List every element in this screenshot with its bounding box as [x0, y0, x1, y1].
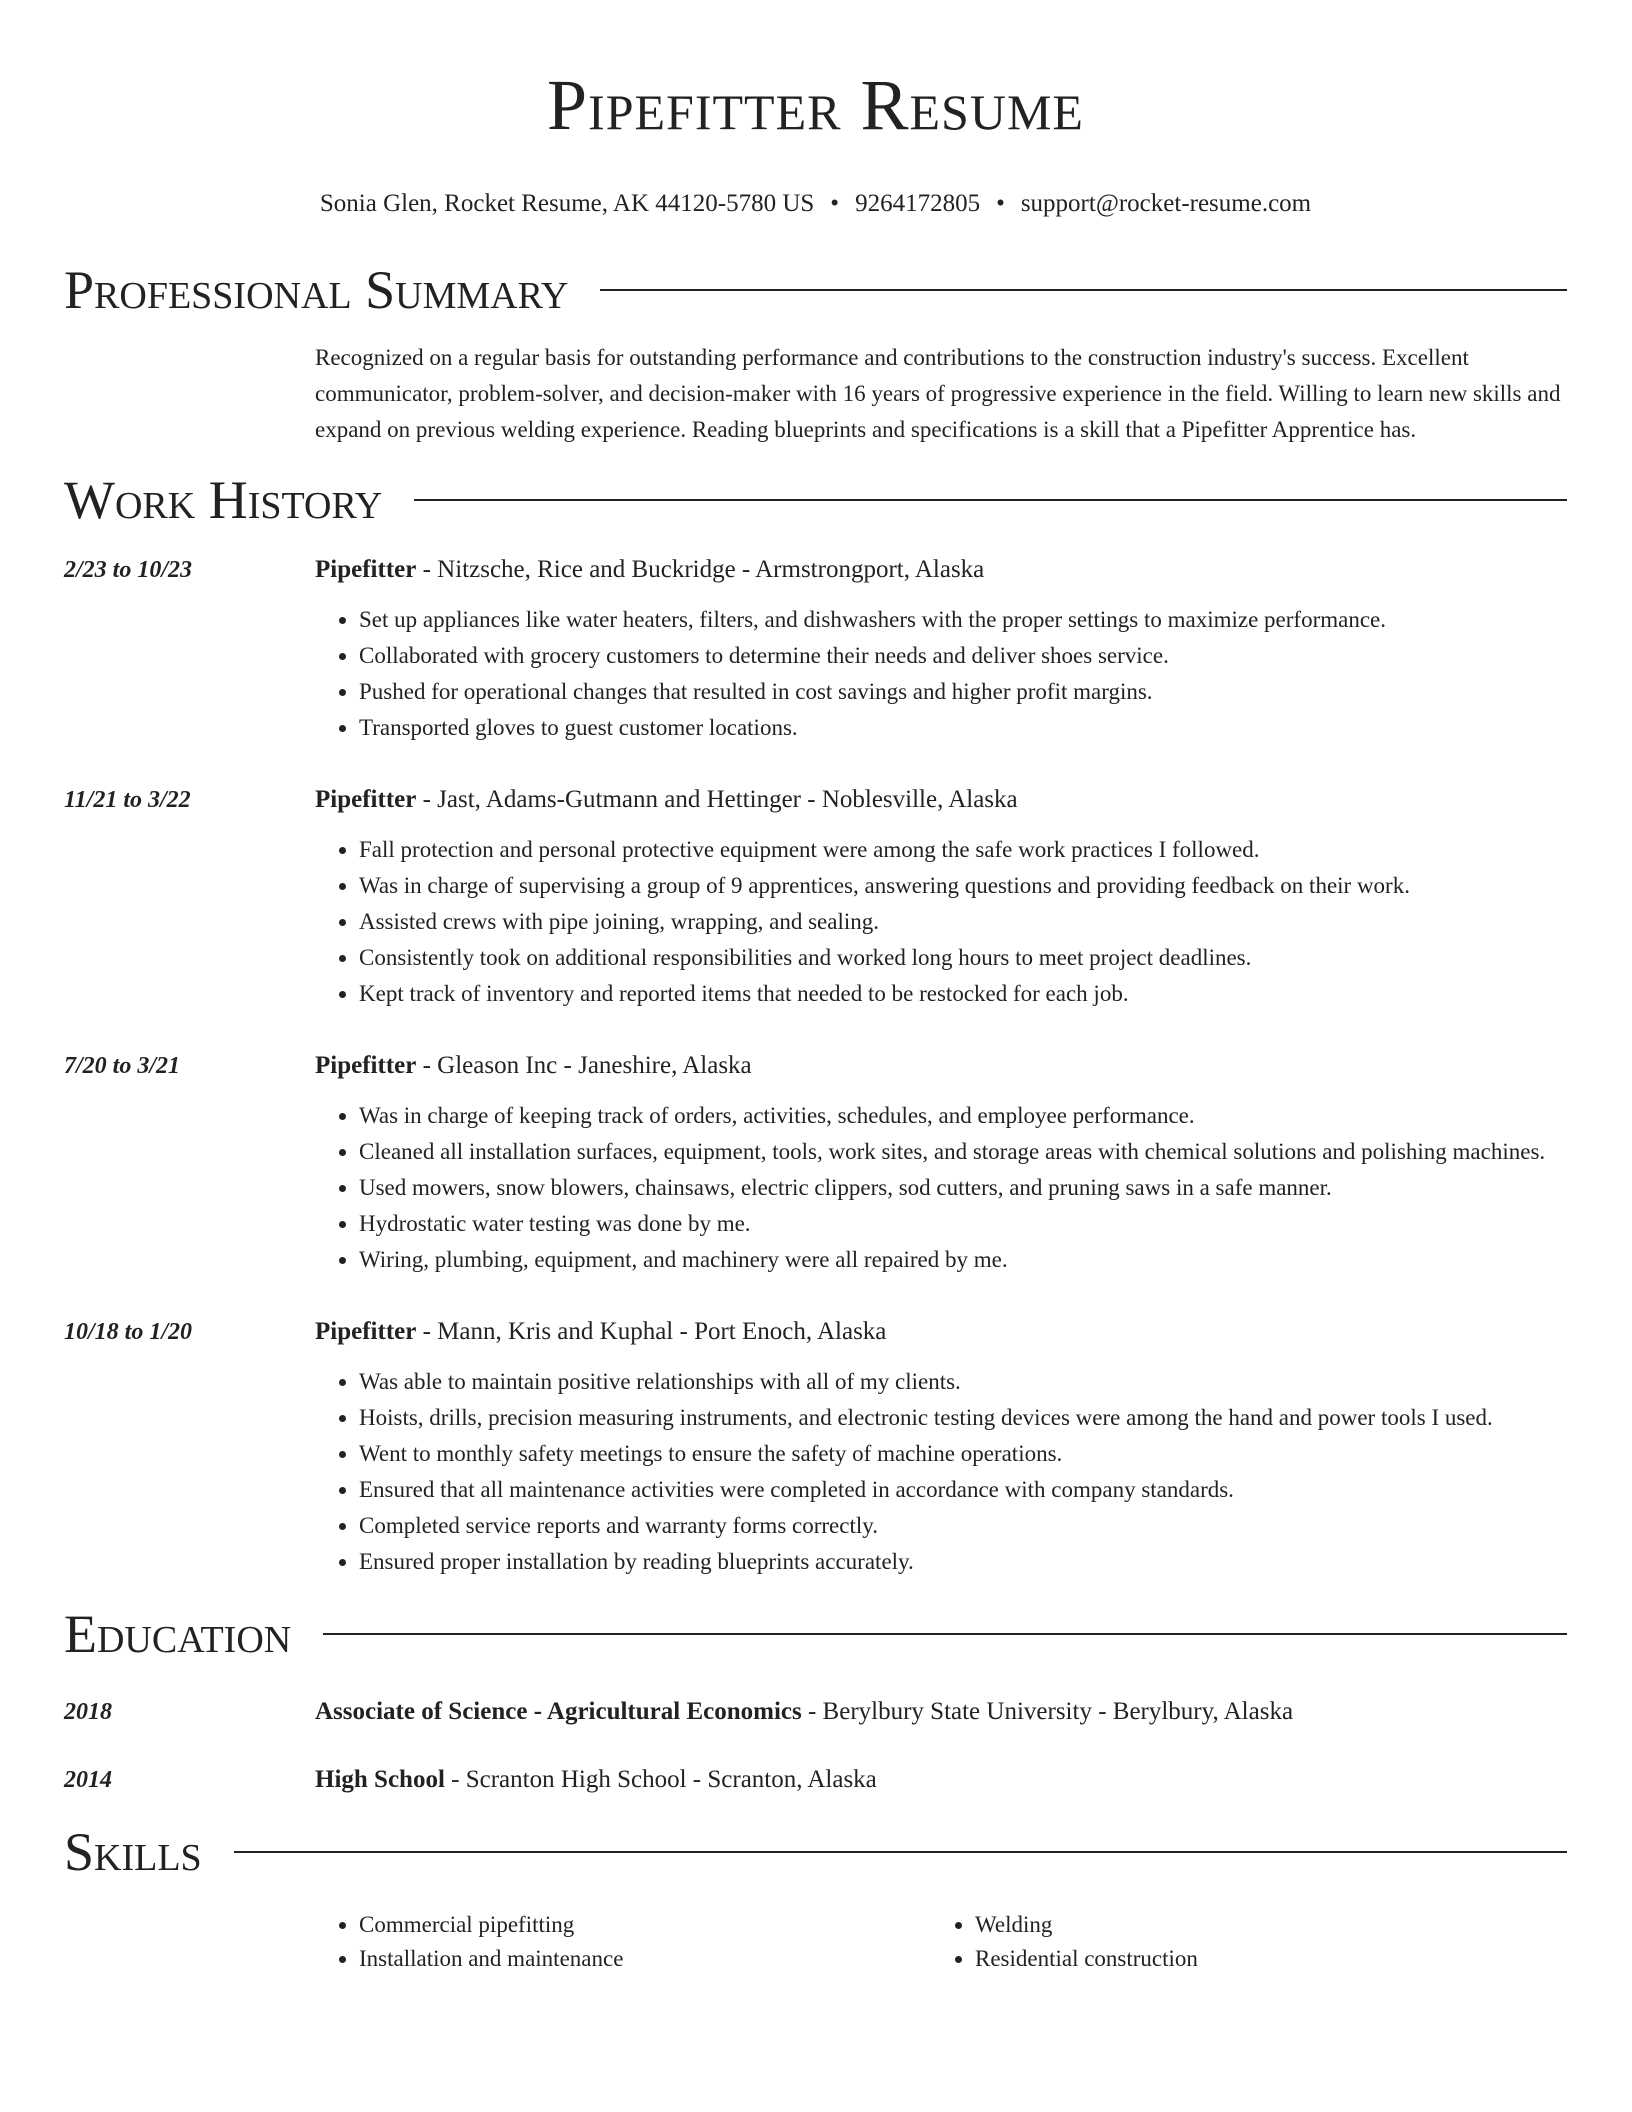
job-bullet: • Completed service reports and warranty forms correctly. — [359, 1508, 1567, 1544]
summary-heading: Professional Summary — [64, 260, 569, 320]
section-divider — [600, 289, 1567, 291]
skill-item: • Commercial pipefitting — [359, 1908, 931, 1942]
job-header — [315, 782, 1567, 818]
education-details: - Scranton High School - Scranton, Alaska — [444, 1766, 877, 1793]
education-details: - Berylbury State University - Berylbury, Alaska — [801, 1698, 1294, 1725]
job-date: 11/21 to 3/22 — [64, 787, 191, 813]
skills-column-left — [315, 1908, 931, 1976]
education-date: 2018 — [64, 1699, 112, 1725]
skill-item: • Welding — [975, 1908, 1547, 1942]
section-heading-education — [64, 1602, 1567, 1666]
job-bullet: • Ensured proper installation by reading blueprints accurately. — [359, 1544, 1567, 1580]
contact-separator: • — [996, 190, 1005, 217]
education-header — [315, 1762, 1567, 1798]
job-bullet: • Ensured that all maintenance activities were completed in accordance with company standards. — [359, 1472, 1567, 1508]
job-details: - Nitzsche, Rice and Buckridge - Armstrongport, Alaska — [416, 556, 985, 583]
job-bullet: • Used mowers, snow blowers, chainsaws, electric clippers, sod cutters, and pruning saws in a safe manner. — [359, 1170, 1567, 1206]
section-heading-work — [64, 468, 1567, 532]
education-degree: High School — [315, 1766, 445, 1793]
job-entry — [64, 782, 1567, 1012]
section-divider — [323, 1633, 1567, 1635]
skills-column-right — [931, 1908, 1547, 1976]
education-list — [64, 1694, 1567, 1798]
education-entry — [64, 1762, 1567, 1798]
education-header — [315, 1694, 1567, 1730]
job-bullet: • Kept track of inventory and reported items that needed to be restocked for each job. — [359, 976, 1567, 1012]
contact-line — [64, 188, 1567, 220]
job-bullet: • Wiring, plumbing, equipment, and machinery were all repaired by me. — [359, 1242, 1567, 1278]
job-bullet: • Fall protection and personal protective equipment were among the safe work practices I followed. — [359, 832, 1567, 868]
job-details: - Mann, Kris and Kuphal - Port Enoch, Alaska — [416, 1318, 887, 1345]
skills-list — [315, 1908, 1567, 1976]
section-heading-skills — [64, 1820, 1567, 1884]
job-bullet: • Went to monthly safety meetings to ensure the safety of machine operations. — [359, 1436, 1567, 1472]
job-bullet: • Was in charge of supervising a group of 9 apprentices, answering questions and providing feedback on their work. — [359, 868, 1567, 904]
job-bullets — [315, 1098, 1567, 1278]
section-divider — [414, 499, 1567, 501]
job-bullet: • Hydrostatic water testing was done by me. — [359, 1206, 1567, 1242]
job-date: 2/23 to 10/23 — [64, 557, 193, 583]
job-bullet: • Pushed for operational changes that resulted in cost savings and higher profit margins. — [359, 674, 1567, 710]
job-entry — [64, 1048, 1567, 1278]
job-bullets — [315, 832, 1567, 1012]
job-bullets — [315, 1364, 1567, 1580]
job-title: Pipefitter — [315, 1052, 417, 1079]
job-header — [315, 552, 1567, 588]
section-heading-summary — [64, 258, 1567, 322]
job-bullet: • Was able to maintain positive relationships with all of my clients. — [359, 1364, 1567, 1400]
job-title: Pipefitter — [315, 556, 417, 583]
resume-title: Pipefitter Resume — [547, 65, 1084, 145]
job-bullet: • Hoists, drills, precision measuring instruments, and electronic testing devices were among the hand and power tools I used. — [359, 1400, 1567, 1436]
job-bullets — [315, 602, 1567, 746]
resume-page — [64, 0, 1567, 1976]
job-entry — [64, 552, 1567, 746]
job-title: Pipefitter — [315, 786, 417, 813]
job-details: - Jast, Adams-Gutmann and Hettinger - Noblesville, Alaska — [416, 786, 1018, 813]
contact-email: support@rocket-resume.com — [1020, 190, 1312, 217]
education-date: 2014 — [64, 1767, 112, 1793]
skill-item: • Installation and maintenance — [359, 1942, 931, 1976]
skills-heading: Skills — [64, 1822, 202, 1882]
section-divider — [234, 1851, 1567, 1853]
job-bullet: • Set up appliances like water heaters, filters, and dishwashers with the proper settings to maximize performance. — [359, 602, 1567, 638]
work-history-list — [64, 552, 1567, 1580]
job-bullet: • Assisted crews with pipe joining, wrapping, and sealing. — [359, 904, 1567, 940]
education-entry — [64, 1694, 1567, 1730]
job-bullet: • Transported gloves to guest customer locations. — [359, 710, 1567, 746]
job-date: 7/20 to 3/21 — [64, 1053, 181, 1079]
education-degree: Associate of Science - Agricultural Economics — [315, 1698, 802, 1725]
job-entry — [64, 1314, 1567, 1580]
work-heading: Work History — [64, 470, 383, 530]
job-title: Pipefitter — [315, 1318, 417, 1345]
job-header — [315, 1314, 1567, 1350]
contact-separator: • — [830, 190, 840, 217]
job-bullet: • Was in charge of keeping track of orders, activities, schedules, and employee performance. — [359, 1098, 1567, 1134]
job-bullet: • Consistently took on additional responsibilities and worked long hours to meet project deadlines. — [359, 940, 1567, 976]
summary-text: Recognized on a regular basis for outstanding performance and contributions to the construction industry's success. Excellent communicator, problem-solver, and decision-maker with 16 years of progressive experience in the field. Willing to learn new skills and expand on previous welding experience. Reading blueprints and specifications is a skill that a Pipefitter Apprentice has. — [315, 345, 1561, 442]
job-bullet: • Cleaned all installation surfaces, equipment, tools, work sites, and storage areas with chemical solutions and polishing machines. — [359, 1134, 1567, 1170]
education-heading: Education — [64, 1604, 292, 1664]
contact-address: Sonia Glen, Rocket Resume, AK 44120-5780 US — [319, 190, 815, 217]
job-date: 10/18 to 1/20 — [64, 1319, 193, 1345]
contact-phone: 9264172805 — [855, 190, 981, 217]
skill-item: • Residential construction — [975, 1942, 1547, 1976]
job-details: - Gleason Inc - Janeshire, Alaska — [416, 1052, 752, 1079]
job-header — [315, 1048, 1567, 1084]
job-bullet: • Collaborated with grocery customers to determine their needs and deliver shoes service. — [359, 638, 1567, 674]
